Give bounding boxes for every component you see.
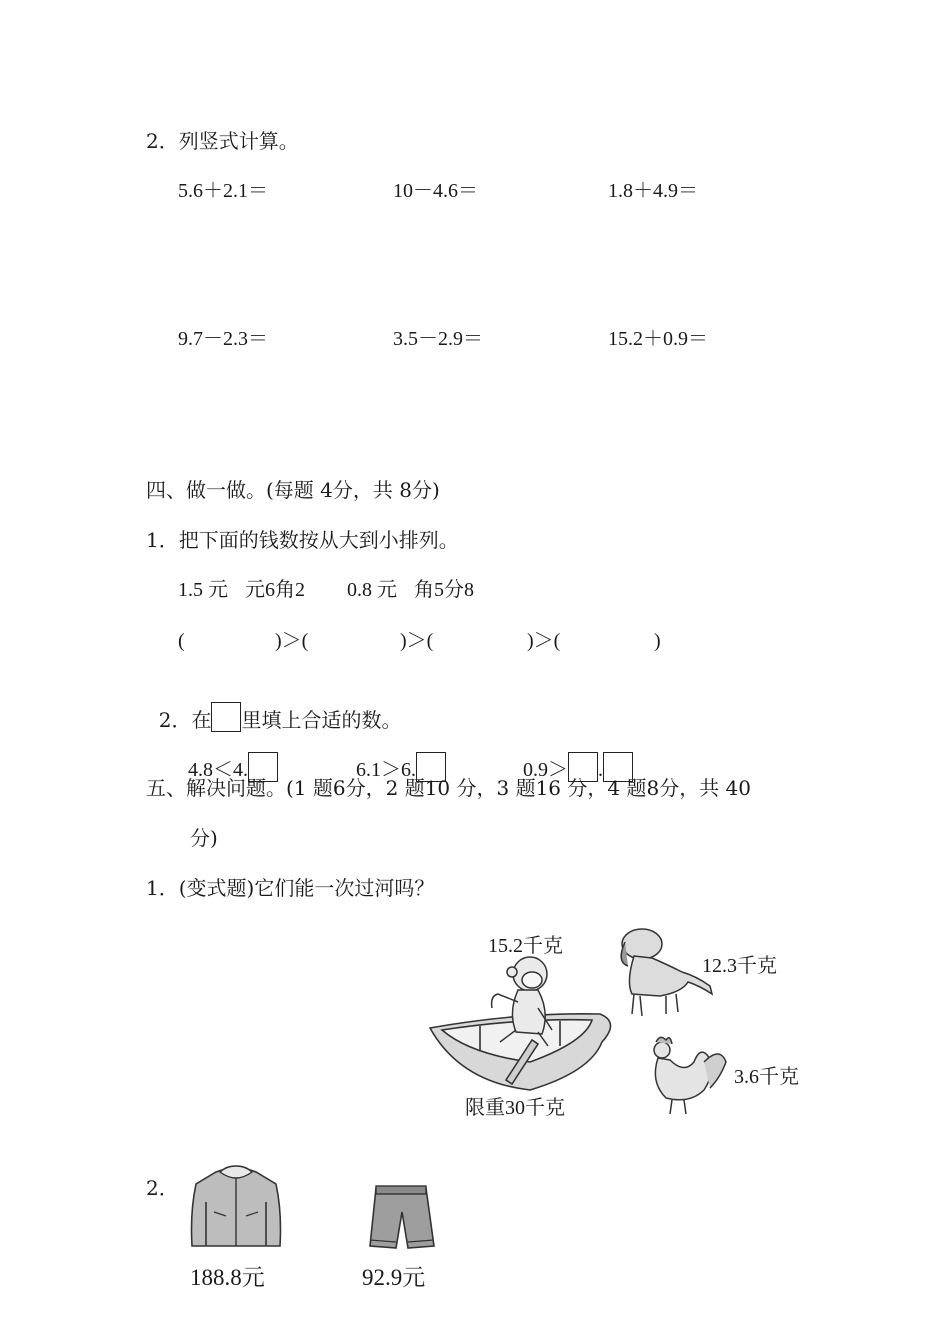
question-title: 1．把下面的钱数按从大到小排列。	[146, 528, 459, 552]
shorts-price: 92.9元	[362, 1265, 426, 1290]
answer-paren: (	[178, 630, 185, 652]
question-prefix: 2．在	[158, 708, 212, 732]
question-title	[146, 682, 401, 732]
section-heading: 五、解决问题。(1 题6分，2 题10 分，3 题16 分，4 题8分，共 40	[146, 776, 751, 800]
rooster-weight-label: 3.6千克	[734, 1066, 799, 1088]
jacket-price: 188.8元	[190, 1265, 265, 1290]
question-number: 2．	[146, 1176, 179, 1200]
inequality-text: 0.9＞	[523, 759, 568, 781]
river-crossing-illustration	[420, 922, 840, 1132]
rooster-icon	[654, 1037, 726, 1114]
inequality	[178, 732, 278, 782]
equation: 5.6＋2.1＝	[178, 180, 268, 202]
shorts-icon	[362, 1166, 442, 1256]
answer-paren: )＞(	[527, 630, 561, 652]
monkey-weight-label: 15.2千克	[488, 935, 563, 957]
question-title: 1．(变式题)它们能一次过河吗？	[146, 876, 435, 900]
inequality	[513, 732, 633, 782]
equation: 9.7－2.3＝	[178, 328, 268, 350]
equation: 1.8＋4.9＝	[608, 180, 698, 202]
equation: 15.2＋0.9＝	[608, 328, 708, 350]
dog-weight-label: 12.3千克	[702, 955, 777, 977]
money-amount: 角5分8	[414, 579, 474, 601]
answer-paren: )＞(	[275, 630, 309, 652]
money-amount: 0.8 元	[347, 579, 397, 601]
section-heading: 四、做一做。(每题 4分，共 8分)	[146, 478, 440, 502]
equation: 3.5－2.9＝	[393, 328, 483, 350]
answer-paren: )	[654, 630, 661, 652]
inequality	[346, 732, 446, 782]
question-suffix: 里填上合适的数。	[241, 708, 402, 732]
inequality-text: 4.8＜4.	[188, 759, 248, 781]
money-amount: 1.5 元	[178, 579, 228, 601]
inequality-text: 6.1＞6.	[356, 759, 416, 781]
equation: 10－4.6＝	[393, 180, 478, 202]
question-title: 2．列竖式计算。	[146, 129, 299, 153]
answer-box[interactable]	[211, 702, 241, 732]
money-amount: 元6角2	[245, 579, 305, 601]
dog-icon	[621, 929, 712, 1016]
jacket-icon	[186, 1162, 286, 1252]
section-heading-cont: 分)	[190, 826, 218, 850]
answer-paren: )＞(	[400, 630, 434, 652]
decimal-point: .	[598, 759, 603, 781]
boat-limit-label: 限重30千克	[465, 1097, 565, 1119]
